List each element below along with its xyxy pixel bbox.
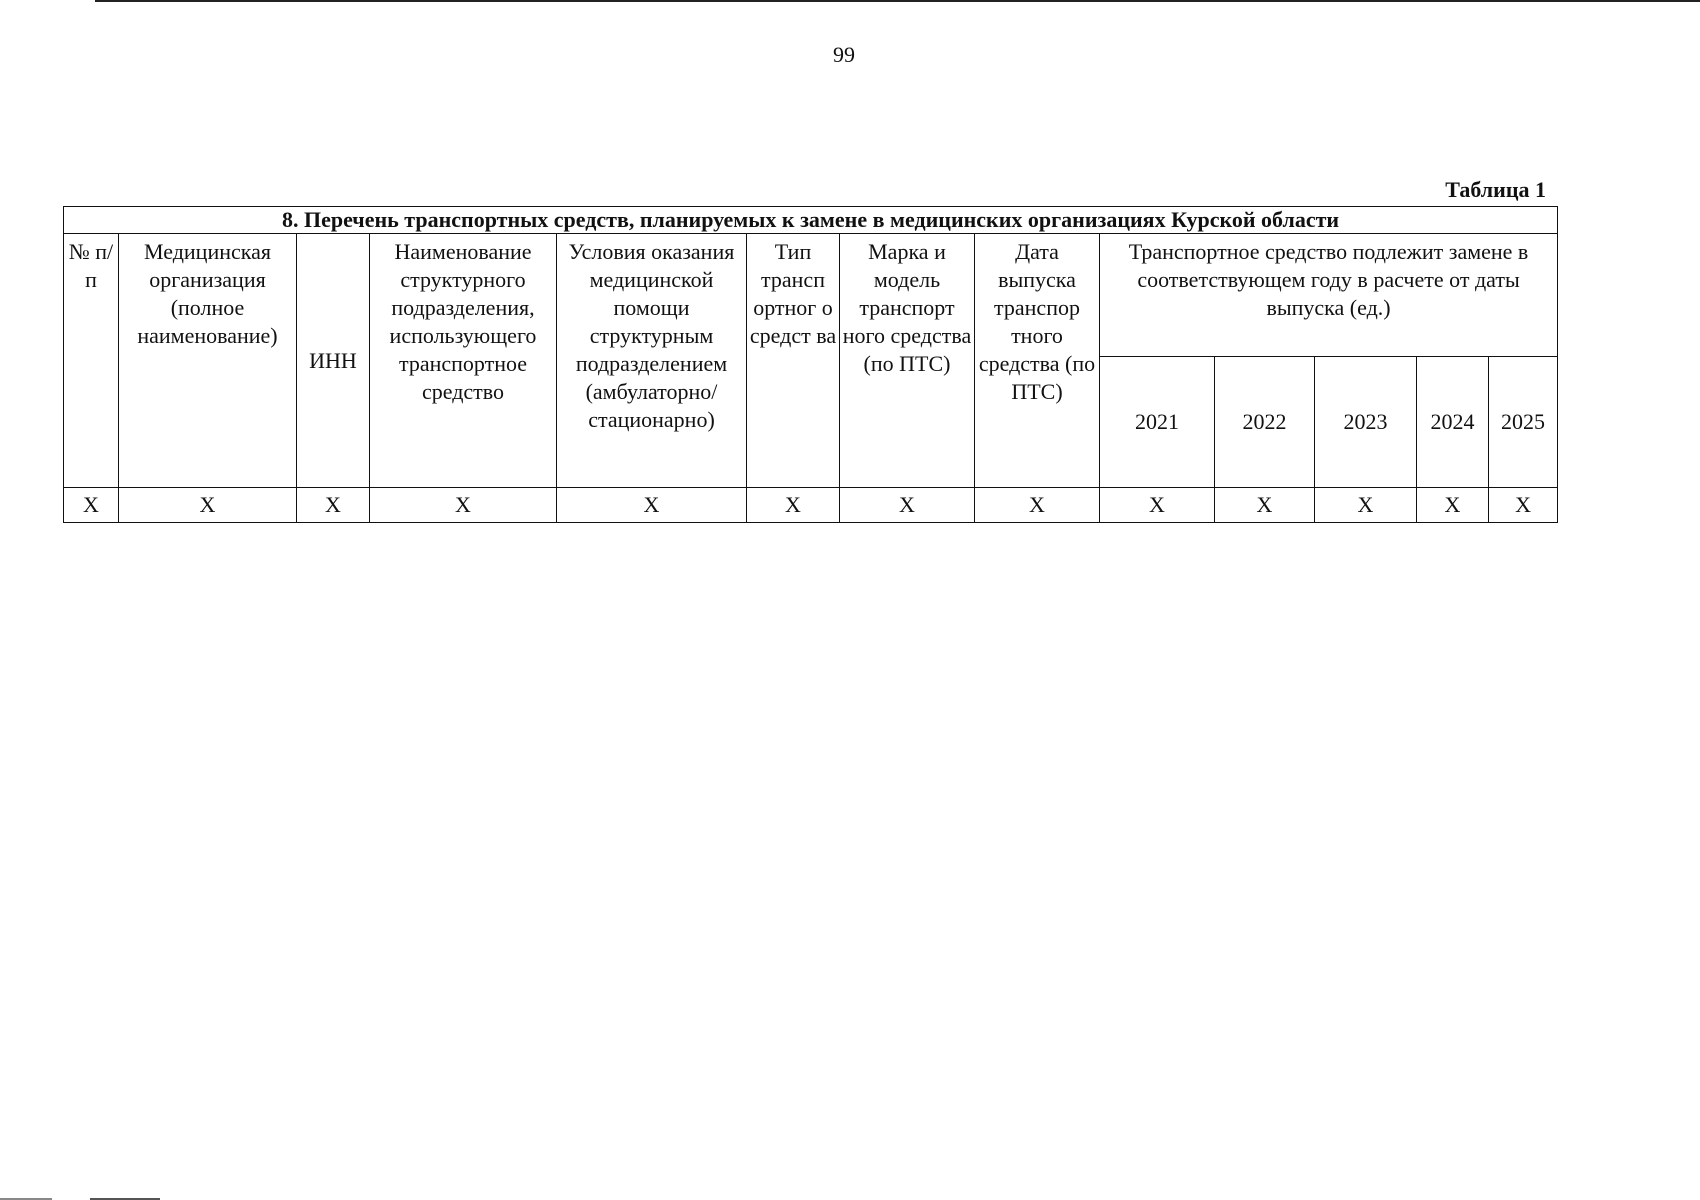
header-year-2022: 2022 (1215, 357, 1315, 488)
header-release-date: Дата выпуска транспор тного средства (по ПТС) (975, 234, 1100, 488)
table-title: 8. Перечень транспортных средств, планируемых к замене в медицинских организациях Курской области (64, 207, 1558, 234)
table-cell: Х (297, 488, 370, 523)
header-num: № п/п (64, 234, 119, 488)
table-cell: Х (975, 488, 1100, 523)
table-cell: Х (370, 488, 557, 523)
header-year-2025: 2025 (1489, 357, 1558, 488)
table-cell: Х (1489, 488, 1558, 523)
header-care-conditions: Условия оказания медицинской помощи структурным подразделением (амбулаторно/ стационарно) (557, 234, 747, 488)
table-cell: Х (840, 488, 975, 523)
table-cell: Х (1215, 488, 1315, 523)
table-cell: Х (557, 488, 747, 523)
header-year-2021: 2021 (1100, 357, 1215, 488)
table-cell: Х (64, 488, 119, 523)
header-row (64, 234, 1558, 357)
header-year-2023: 2023 (1315, 357, 1417, 488)
header-replacement-group: Транспортное средство подлежит замене в соответствующем году в расчете от даты выпуска (ед.) (1100, 234, 1558, 357)
page-number: 99 (833, 42, 855, 67)
table-cell: Х (1315, 488, 1417, 523)
table-cell: Х (747, 488, 840, 523)
header-year-2024: 2024 (1417, 357, 1489, 488)
table-cell: Х (1100, 488, 1215, 523)
header-organization: Медицинская организация (полное наименование) (119, 234, 297, 488)
header-structural-unit: Наименование структурного подразделения, использующего транспортное средство (370, 234, 557, 488)
table-row (64, 488, 1558, 523)
table-caption: Таблица 1 (1445, 177, 1546, 202)
scan-top-rule (95, 0, 1700, 2)
header-vehicle-type: Тип трансп ортног о средст ва (747, 234, 840, 488)
table-cell: Х (1417, 488, 1489, 523)
header-brand-model: Марка и модель транспорт ного средства (по ПТС) (840, 234, 975, 488)
header-inn: ИНН (297, 234, 370, 488)
table-title-row (64, 207, 1558, 234)
vehicle-replacement-table (63, 206, 1558, 523)
table-cell: Х (119, 488, 297, 523)
